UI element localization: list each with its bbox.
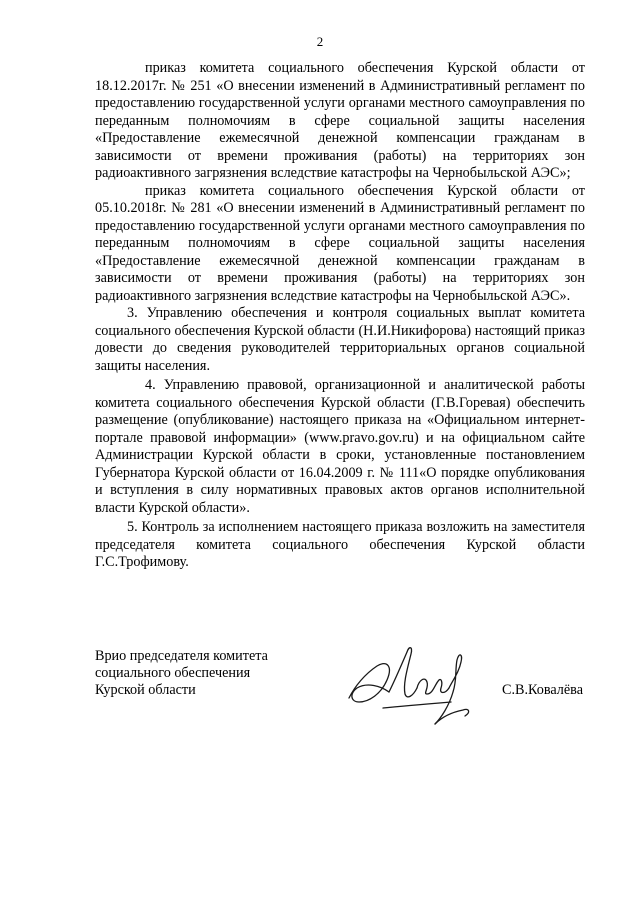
document-body (95, 60, 585, 572)
signatory-name: С.В.Ковалёва (502, 682, 583, 698)
paragraph-item-5: 5. Контроль за исполнением настоящего приказа возложить на заместителя председателя комитета социального обеспечения Курской области Г.С.Трофимову. (95, 519, 585, 570)
paragraph-item-4: 4. Управлению правовой, организационной и аналитической работы комитета социального обеспечения Курской области (Г.В.Горевая) обеспечить размещение (опубликование) настоящего приказа на «Официальном интернет-портале правовой информации» (www.pravo.gov.ru) и на официальном сайте Администрации Курской области в сроки, установленные постановлением Губернатора Курской области от 16.04.2009 г. № 111«О порядке опубликования и вступления в силу нормативных правовых актов органов исполнительной власти Курской области». (95, 377, 585, 516)
paragraph-item-3: 3. Управлению обеспечения и контроля социальных выплат комитета социального обеспечения Курской области (Н.И.Никифорова) настоящий приказ довести до сведения руководителей территориальных органов социальной защиты населения. (95, 305, 585, 374)
signatory-position-line: Врио председателя комитета (95, 648, 268, 664)
signatory-position-line: социального обеспечения (95, 665, 251, 681)
signatory-position-line: Курской области (95, 682, 196, 698)
paragraph-order-281: приказ комитета социального обеспечения Курской области от 05.10.2018г. № 281 «О внесении изменений в Административный регламент по предоставлению государственной услуги органами местного самоуправления по переданным полномочиям в сфере социальной защиты населения «Предоставление ежемесячной денежной компенсации гражданам в зависимости от времени проживания (работы) на территориях зон радиоактивного загрязнения вследствие катастрофы на Чернобыльской АЭС». (95, 182, 585, 304)
signatory-position (95, 648, 268, 699)
handwritten-signature (343, 636, 483, 736)
page-number: 2 (316, 34, 324, 49)
paragraph-order-251: приказ комитета социального обеспечения Курской области от 18.12.2017г. № 251 «О внесении изменений в Административный регламент по предоставлению государственной услуги органами местного самоуправления по переданным полномочиям в сфере социальной защиты населения «Предоставление ежемесячной денежной компенсации гражданам в зависимости от времени проживания (работы) на территориях зон радиоактивного загрязнения вследствие катастрофы на Чернобыльской АЭС»; (95, 60, 585, 181)
